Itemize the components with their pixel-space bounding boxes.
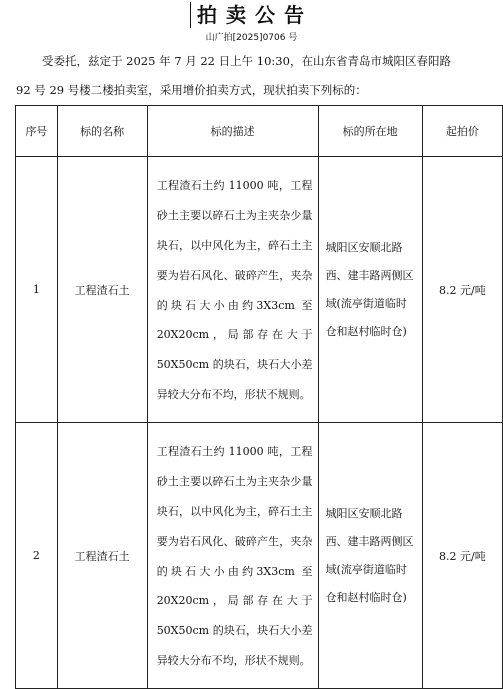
cell-price: 8.2 元/吨 <box>422 423 502 689</box>
cell-location <box>318 423 422 689</box>
title-wrap <box>0 2 503 28</box>
table-row <box>16 423 503 689</box>
table-header-row <box>16 106 503 157</box>
cell-no: 2 <box>16 423 58 689</box>
cell-description <box>147 423 318 689</box>
page-title: 拍卖公告 <box>190 2 313 28</box>
cell-price: 8.2 元/吨 <box>422 157 502 423</box>
location-text: 城阳区安顺北路西、建丰路两侧区域(流亭街道临时仓和赵村临时仓) <box>325 240 414 338</box>
header-location: 标的所在地 <box>318 106 422 157</box>
intro-line-1: 受委托，兹定于 2025 年 7 月 22 日上午 10:30，在山东省青岛市城阳区春阳路 <box>42 54 451 68</box>
header-description: 标的描述 <box>147 106 318 157</box>
description-text: 工程渣石土约 11000 吨，工程砂土主要以碎石土为主夹杂少量块石，以中风化为主，碎石土主要为岩石风化、破碎产生，夹杂的块石大小由约3X3cm 至 20X20cm，局部存在大于 50X50cm 的块石，块石大小差异较大分布不均，形状不规则。 <box>156 445 313 667</box>
location-text: 城阳区安顺北路西、建丰路两侧区域(流亭街道临时仓和赵村临时仓) <box>325 506 414 604</box>
intro-line-2: 92 号 29 号楼二楼拍卖室，采用增价拍卖方式，现状拍卖下列标的： <box>16 83 367 97</box>
cell-no: 1 <box>16 157 58 423</box>
table-row <box>16 157 503 423</box>
header-name: 标的名称 <box>57 106 147 157</box>
cell-description <box>147 157 318 423</box>
document-number: 山广拍[2025]0706 号 <box>205 33 298 43</box>
auction-items-table <box>15 105 503 689</box>
description-text: 工程渣石土约 11000 吨，工程砂土主要以碎石土为主夹杂少量块石，以中风化为主，碎石土主要为岩石风化、破碎产生，夹杂的块石大小由约3X3cm 至 20X20cm，局部存在大于 50X50cm 的块石，块石大小差异较大分布不均，形状不规则。 <box>156 179 313 401</box>
header-price: 起拍价 <box>422 106 502 157</box>
cell-name: 工程渣石土 <box>57 423 147 689</box>
cell-location <box>318 157 422 423</box>
cell-name: 工程渣石土 <box>57 157 147 423</box>
header-no: 序号 <box>16 106 58 157</box>
